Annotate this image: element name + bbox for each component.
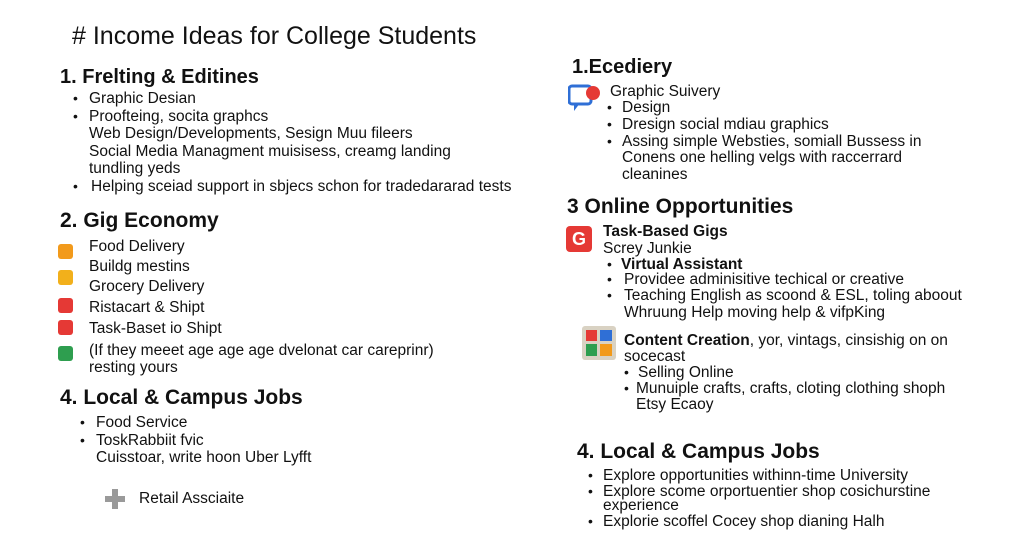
list-item: Graphic Desian: [89, 90, 196, 107]
left-section2-heading: 2. Gig Economy: [60, 209, 219, 232]
list-item: Graphic Suivery: [610, 83, 721, 100]
list-item: Helping sceiad support in sbjecs schon for tradedararad tests: [91, 178, 512, 195]
list-item: Design: [622, 99, 671, 116]
bullet: •: [607, 271, 612, 287]
bullet: •: [607, 99, 612, 115]
list-item: Food Delivery: [89, 238, 185, 255]
bullet: •: [607, 287, 612, 303]
content-creation-rest: , yor, vintags, cinsishig on on: [749, 332, 948, 349]
list-item: experience: [603, 497, 679, 514]
list-item: Selling Online: [638, 364, 734, 381]
left-section4-heading: 4. Local & Campus Jobs: [60, 386, 303, 409]
left-section1-heading: 1. Frelting & Editines: [60, 66, 259, 88]
retail-icon: [104, 488, 126, 510]
page-title: # Income Ideas for College Students: [72, 22, 477, 50]
bullet: •: [588, 513, 593, 529]
food-delivery-icon: [58, 244, 73, 259]
right-section1-heading: 1.Ecediery: [572, 56, 673, 78]
list-item: (If they meeet age age age dvelonat car careprinr): [89, 342, 434, 359]
list-item: Explore scome orportuentier shop cosichurstine: [603, 483, 931, 500]
list-item: Social Media Managment muisisess, creamg landing: [89, 143, 451, 160]
bullet: •: [73, 90, 78, 106]
content-thumbnail-icon: [582, 326, 616, 360]
list-item: Screy Junkie: [603, 240, 692, 257]
chat-bubble-icon: [568, 84, 602, 114]
bullet: •: [624, 380, 629, 396]
list-item: Cuisstoar, write hoon Uber Lyfft: [96, 449, 312, 466]
bullet: •: [73, 108, 78, 124]
content-creation-title: Content Creation: [624, 332, 750, 349]
list-item: Assing simple Websties, somiall Bussess in: [622, 133, 922, 150]
list-item: Providee adminisitive techical or creative: [624, 271, 904, 288]
list-item: Web Design/Developments, Sesign Muu fileers: [89, 125, 413, 142]
list-item: Teaching English as scoond & ESL, toling aboout: [624, 287, 962, 304]
list-item: Whruung Help moving help & vifpKing: [624, 304, 886, 321]
list-item: Proofteing, socita graphcs: [89, 108, 269, 125]
content-creation-line: [624, 332, 948, 349]
g-logo-icon: G: [566, 226, 592, 252]
bullet: •: [80, 414, 85, 430]
list-item: Virtual Assistant: [621, 256, 743, 273]
car-icon: [58, 346, 73, 361]
list-item: Munuiple crafts, crafts, cloting clothing shoph: [636, 380, 946, 397]
list-item: cleanines: [622, 166, 688, 183]
list-item: Dresign social mdiau graphics: [622, 116, 829, 133]
task-icon: [58, 320, 73, 335]
bullet: •: [588, 467, 593, 483]
grocery-icon: [58, 270, 73, 285]
cart-icon: [58, 298, 73, 313]
right-section4-heading: 4. Local & Campus Jobs: [577, 440, 820, 463]
list-item: Etsy Ecaoy: [636, 396, 714, 413]
retail-item: Retail Assciaite: [139, 490, 245, 507]
bullet: •: [588, 483, 593, 499]
right-section3-heading: 3 Online Opportunities: [567, 195, 794, 218]
task-based-gigs-title: Task-Based Gigs: [603, 223, 728, 240]
list-item: Explorie scoffel Cocey shop dianing Halh: [603, 513, 885, 530]
bullet: •: [607, 116, 612, 132]
list-item: resting yours: [89, 359, 178, 376]
list-item: Food Service: [96, 414, 188, 431]
list-item: Explore opportunities withinn-time University: [603, 467, 908, 484]
bullet: •: [607, 256, 612, 272]
bullet: •: [80, 432, 85, 448]
bullet: •: [607, 133, 612, 149]
bullet: •: [624, 364, 629, 380]
list-item: Ristacart & Shipt: [89, 299, 205, 316]
list-item: ToskRabbiit fvic: [96, 432, 204, 449]
list-item: Conens one helling velgs with raccerrard: [622, 149, 903, 166]
list-item: tundling yeds: [89, 160, 181, 177]
list-item: socecast: [624, 348, 686, 365]
list-item: Grocery Delivery: [89, 278, 205, 295]
bullet: •: [73, 178, 78, 194]
list-item: Task-Baset io Shipt: [89, 320, 222, 337]
list-item: Buildg mestins: [89, 258, 190, 275]
